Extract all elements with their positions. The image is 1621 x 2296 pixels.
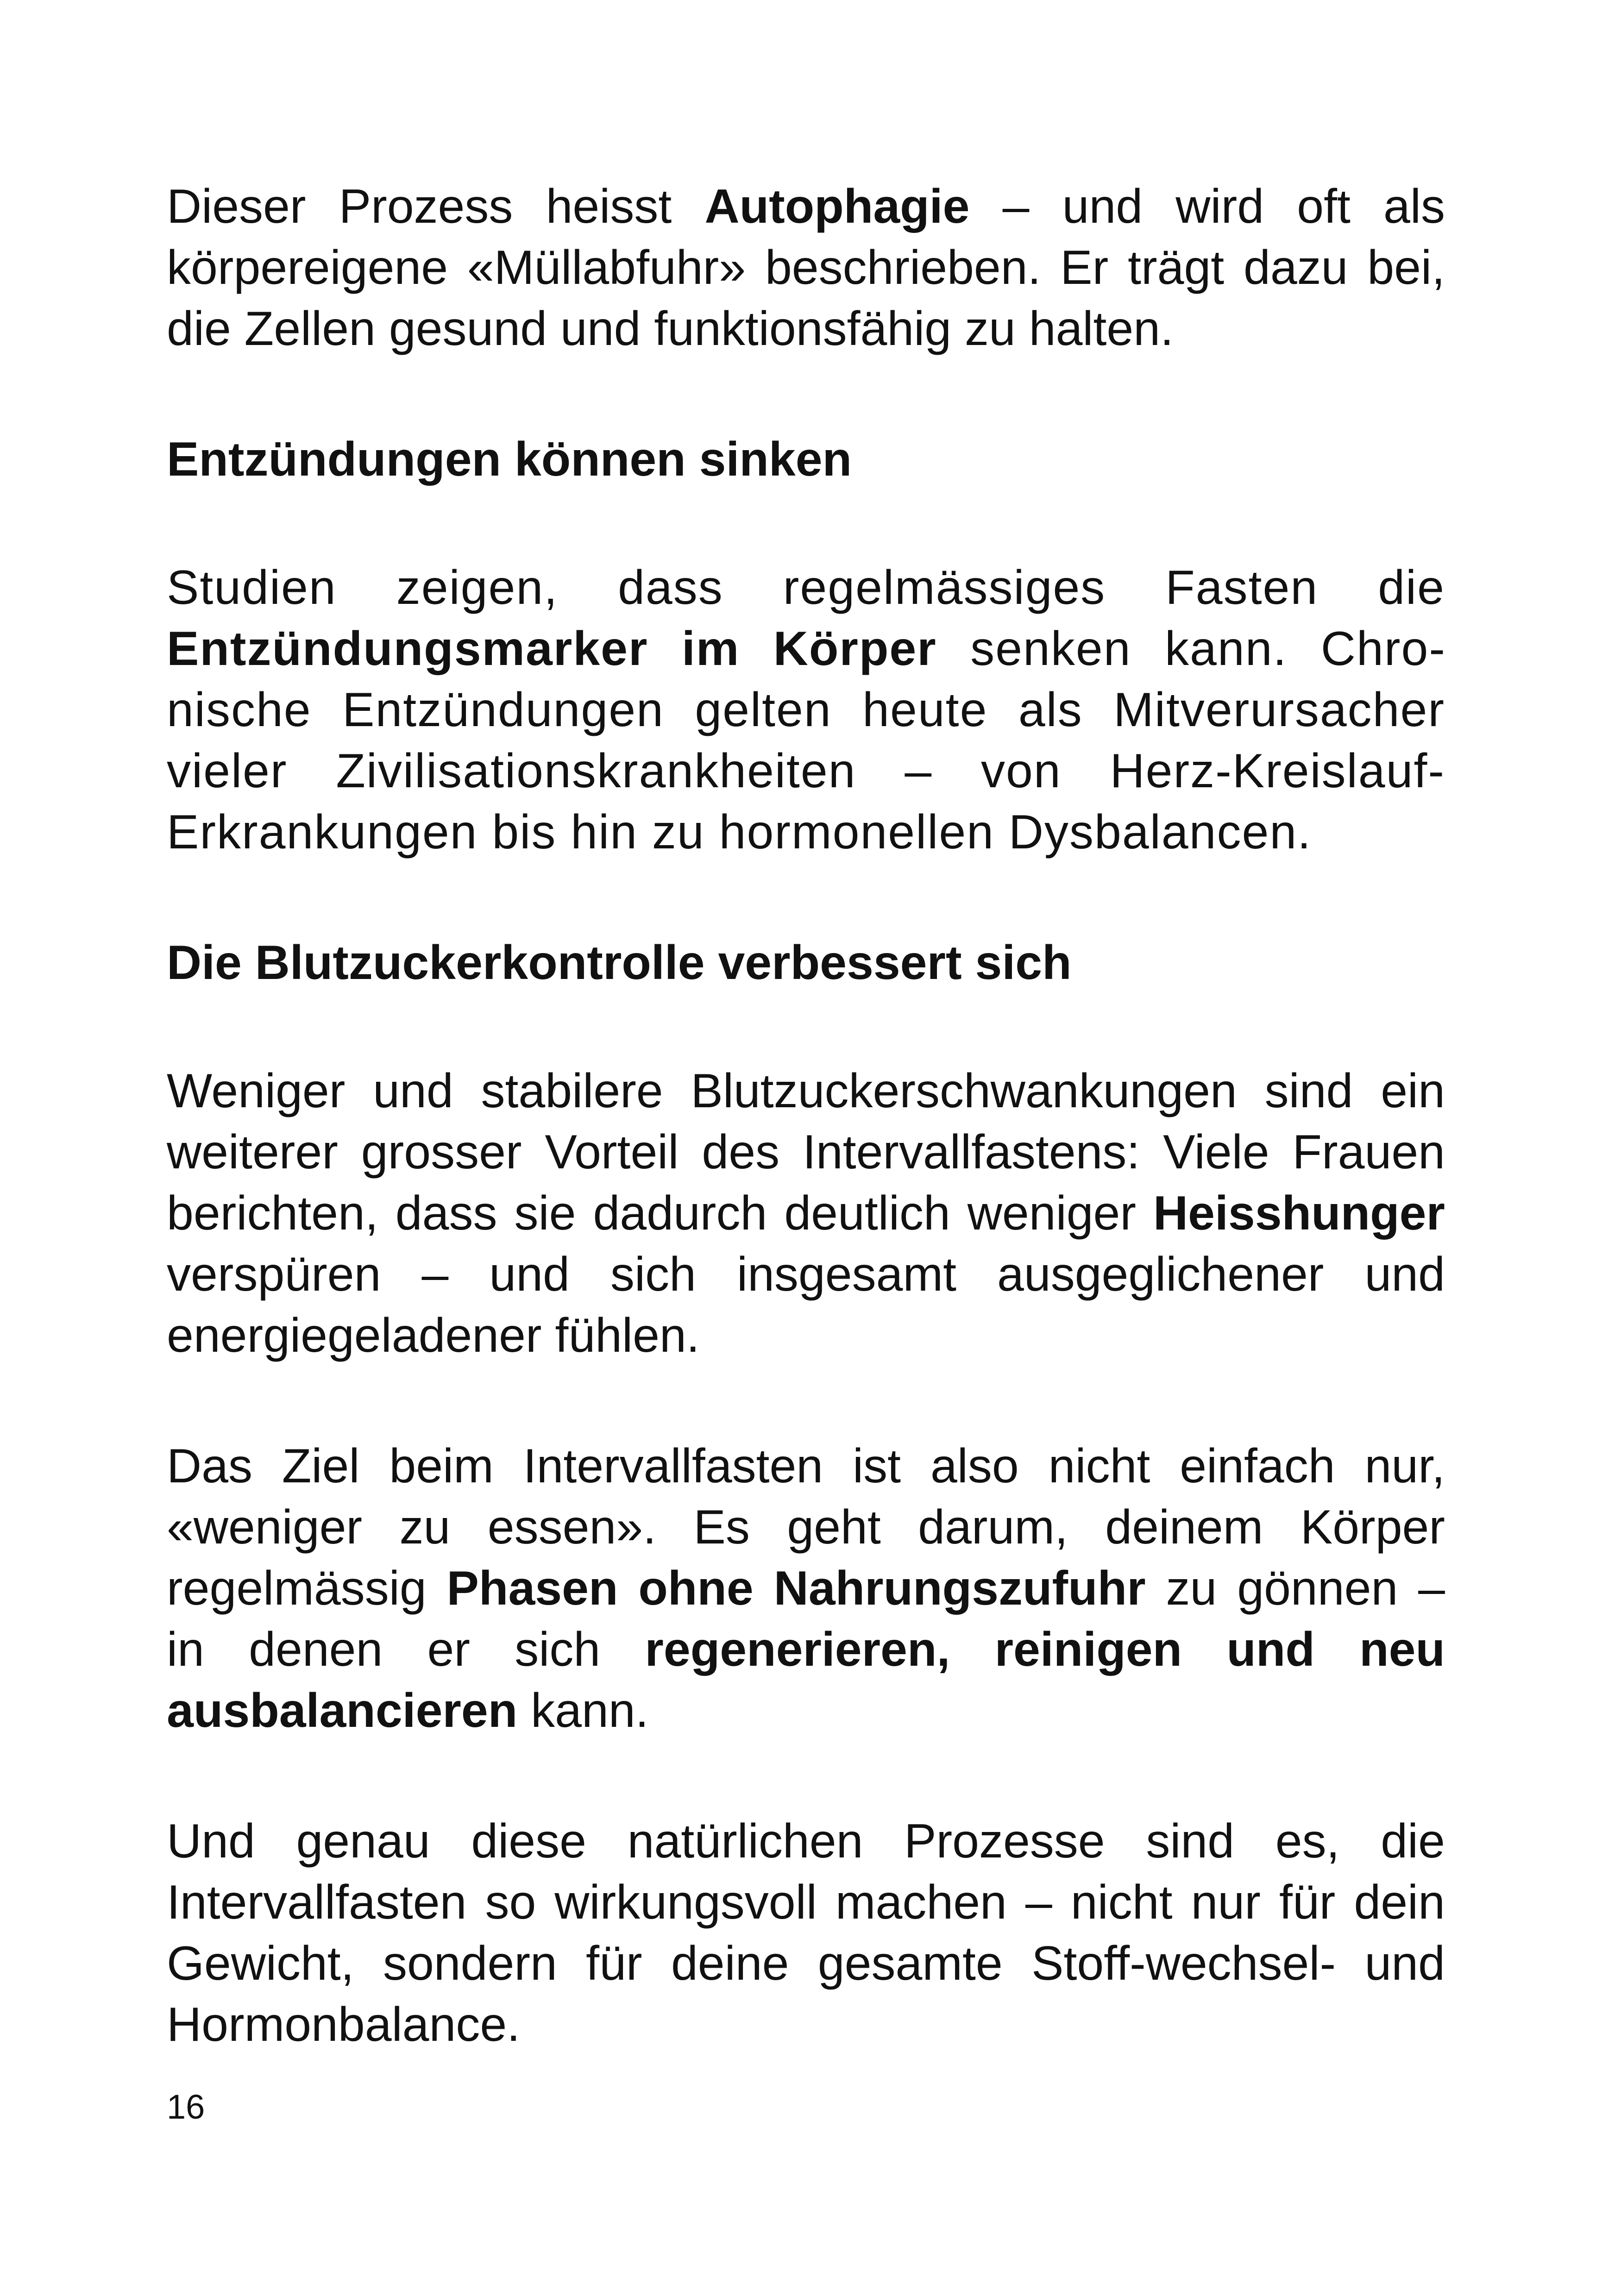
page-content [167,176,1445,2125]
paragraph-goal [167,1436,1445,1741]
paragraph-text: zu gönnen – in denen er sich [167,1562,1445,1676]
bold-term-autophagie: Autophagie [704,180,970,233]
paragraph-inflammation [167,557,1445,863]
heading-inflammation: Entzündungen können sinken [167,433,852,486]
paragraph-text: – und wird oft als körpereigene «Müllabfuhr» beschrieben. Er trägt dazu bei, die Zellen gesund und funktionsfähig zu halten. [167,180,1445,356]
paragraph-conclusion [167,1811,1445,2055]
paragraph-text: Und genau diese natürlichen Prozesse sind es, die Intervallfasten so wirkungsvoll machen – nicht nur für dein Gewicht, sondern für deine gesamte Stoff-wechsel- und Hormonbalance. [167,1814,1445,2051]
paragraph-text: Weniger und stabilere Blutzuckerschwankungen sind ein weiterer grosser Vorteil des Intervallfastens: Viele Frauen berichten, dass sie dadurch deutlich weniger [167,1064,1445,1240]
paragraph-text: senken kann. Chronische Entzündungen gelten heute als Mitverursacher vieler Zivilisationskrankheiten – von Herz-Kreislauf-Erkrankungen bis hin zu hormonellen Dysbalancen. [167,622,1445,859]
paragraph-text: kann. [517,1684,649,1738]
page-number: 16 [167,2088,205,2126]
paragraph-text: Das Ziel beim Intervallfasten ist also nicht einfach nur, «weniger zu essen». Es geht darum, deinem Körper regelmässig [167,1439,1445,1615]
paragraph-autophagie [167,176,1445,359]
heading-blood-sugar: Die Blutzuckerkontrolle verbessert sich [167,936,1072,990]
paragraph-text: verspüren – und sich insgesamt ausgeglichener und energiegeladener fühlen. [167,1248,1445,1362]
bold-term-regenerate: regenerieren, reinigen und neu ausbalancieren [167,1623,1445,1738]
paragraph-text: Studien zeigen, dass regelmässiges Fasten die [167,561,1445,615]
bold-term-fasting-phases: Phasen ohne Nahrungszufuhr [446,1562,1146,1615]
bold-term-cravings: Heisshunger [1153,1186,1445,1240]
paragraph-text: Dieser Prozess heisst [167,180,705,233]
paragraph-blood-sugar [167,1060,1445,1366]
bold-term-inflammation-markers: Entzündungsmarker im Körper [167,622,937,676]
